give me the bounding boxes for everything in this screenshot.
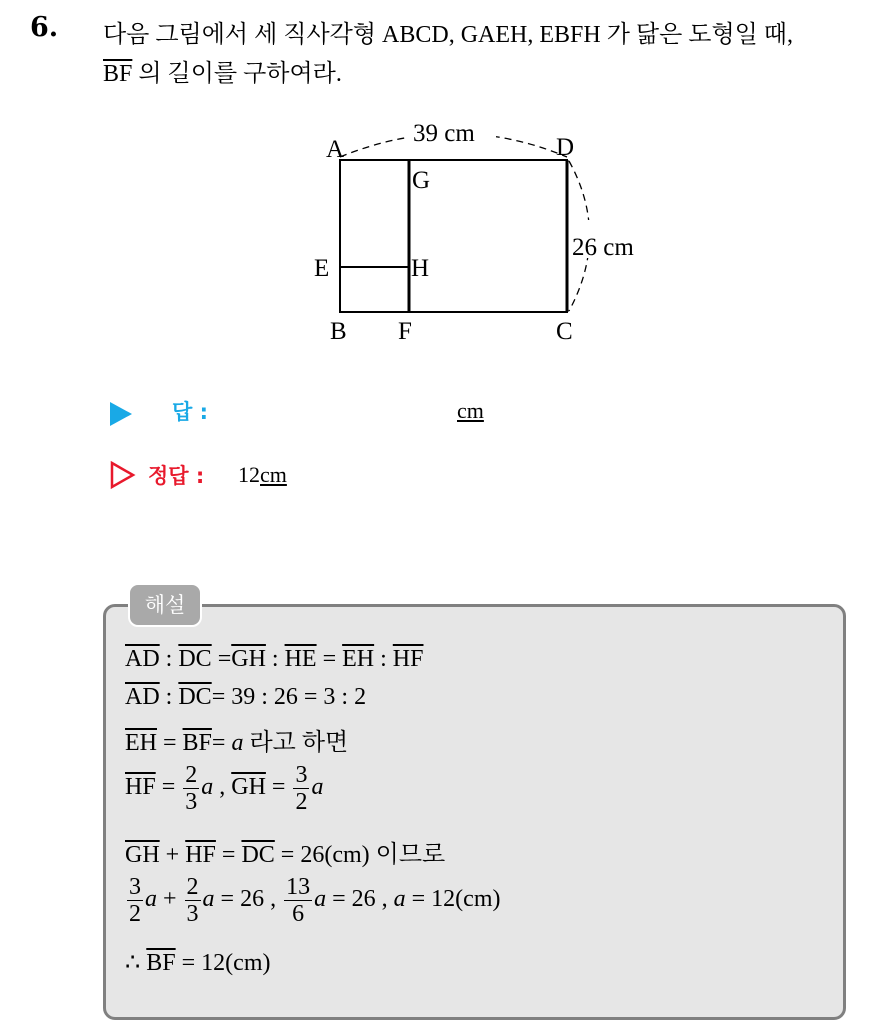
question-line-1: 다음 그림에서 세 직사각형 ABCD, GAEH, EBFH 가 닮은 도형일 때, xyxy=(103,22,793,48)
question-number: 6. xyxy=(30,12,59,43)
fraction: $\frac{2}{3}$ xyxy=(185,762,198,815)
answer-unit: cm xyxy=(457,398,484,423)
explanation-tab: 해설 xyxy=(128,583,202,627)
explanation-line-1: $\overline{AD}$ : $\overline{DC} =\overline{GH}$ : $\overline{HE} = \overline{EH}$ : $\overline{HF}$ xyxy=(125,646,424,672)
solution-value: 12cm xyxy=(238,462,287,487)
label-e: E xyxy=(314,255,330,282)
fraction: $\frac{3}{2}$ xyxy=(129,874,141,927)
explanation-line-5: $\overline{GH} + \overline{HF} = \overline{DC} = 26(cm)$ 이므로 xyxy=(125,842,446,868)
fraction: $\frac{2}{3}$ xyxy=(186,874,199,927)
label-b: B xyxy=(330,318,347,345)
question-line-2: $\overline{BF}$ 의 길이를 구하여라. xyxy=(103,61,342,87)
solution-row xyxy=(110,458,530,494)
fraction: $\frac{3}{2}$ xyxy=(295,762,308,815)
rectangle-figure xyxy=(310,115,670,355)
explanation-line-3: $\overline{EH} = \overline{BF}= a$ 라고 하면 xyxy=(125,730,349,756)
answer-label: 답 : xyxy=(172,400,208,424)
label-f: F xyxy=(398,318,412,345)
question-text xyxy=(103,16,873,94)
outline-triangle-icon xyxy=(110,460,136,490)
label-d: D xyxy=(556,134,575,161)
explanation-line-2: $\overline{AD}$ : $\overline{DC}= 39$ : 26 = 3 : 2 xyxy=(125,684,367,710)
label-c: C xyxy=(556,318,573,345)
explanation-line-4: $\overline{HF}$ = $\frac{2}{3}$ a , $\overline{GH}$ = $\frac{3}{2}$ a xyxy=(125,762,324,815)
fraction: $\frac{13}{6}$ xyxy=(286,874,311,927)
explanation-line-6: $\frac{3}{2}$ a + $\frac{2}{3}$ a = 26 , $\frac{13}{6}$ a = 26 , a = 12(cm) xyxy=(129,874,501,927)
solution-label: 정답 : xyxy=(148,464,205,488)
rectangle-abcd xyxy=(340,160,567,312)
play-triangle-icon xyxy=(110,402,132,426)
top-length-label: 39 cm xyxy=(413,120,475,147)
answer-row xyxy=(110,396,530,432)
right-length-label: 26 cm xyxy=(572,234,634,261)
segment-bf: $\overline{BF}$ xyxy=(103,61,133,87)
explanation-line-7: ∴ $\overline{BF} = 12(cm)$ xyxy=(125,950,271,976)
label-g: G xyxy=(412,167,431,194)
label-h: H xyxy=(411,255,430,282)
label-a: A xyxy=(326,136,345,163)
